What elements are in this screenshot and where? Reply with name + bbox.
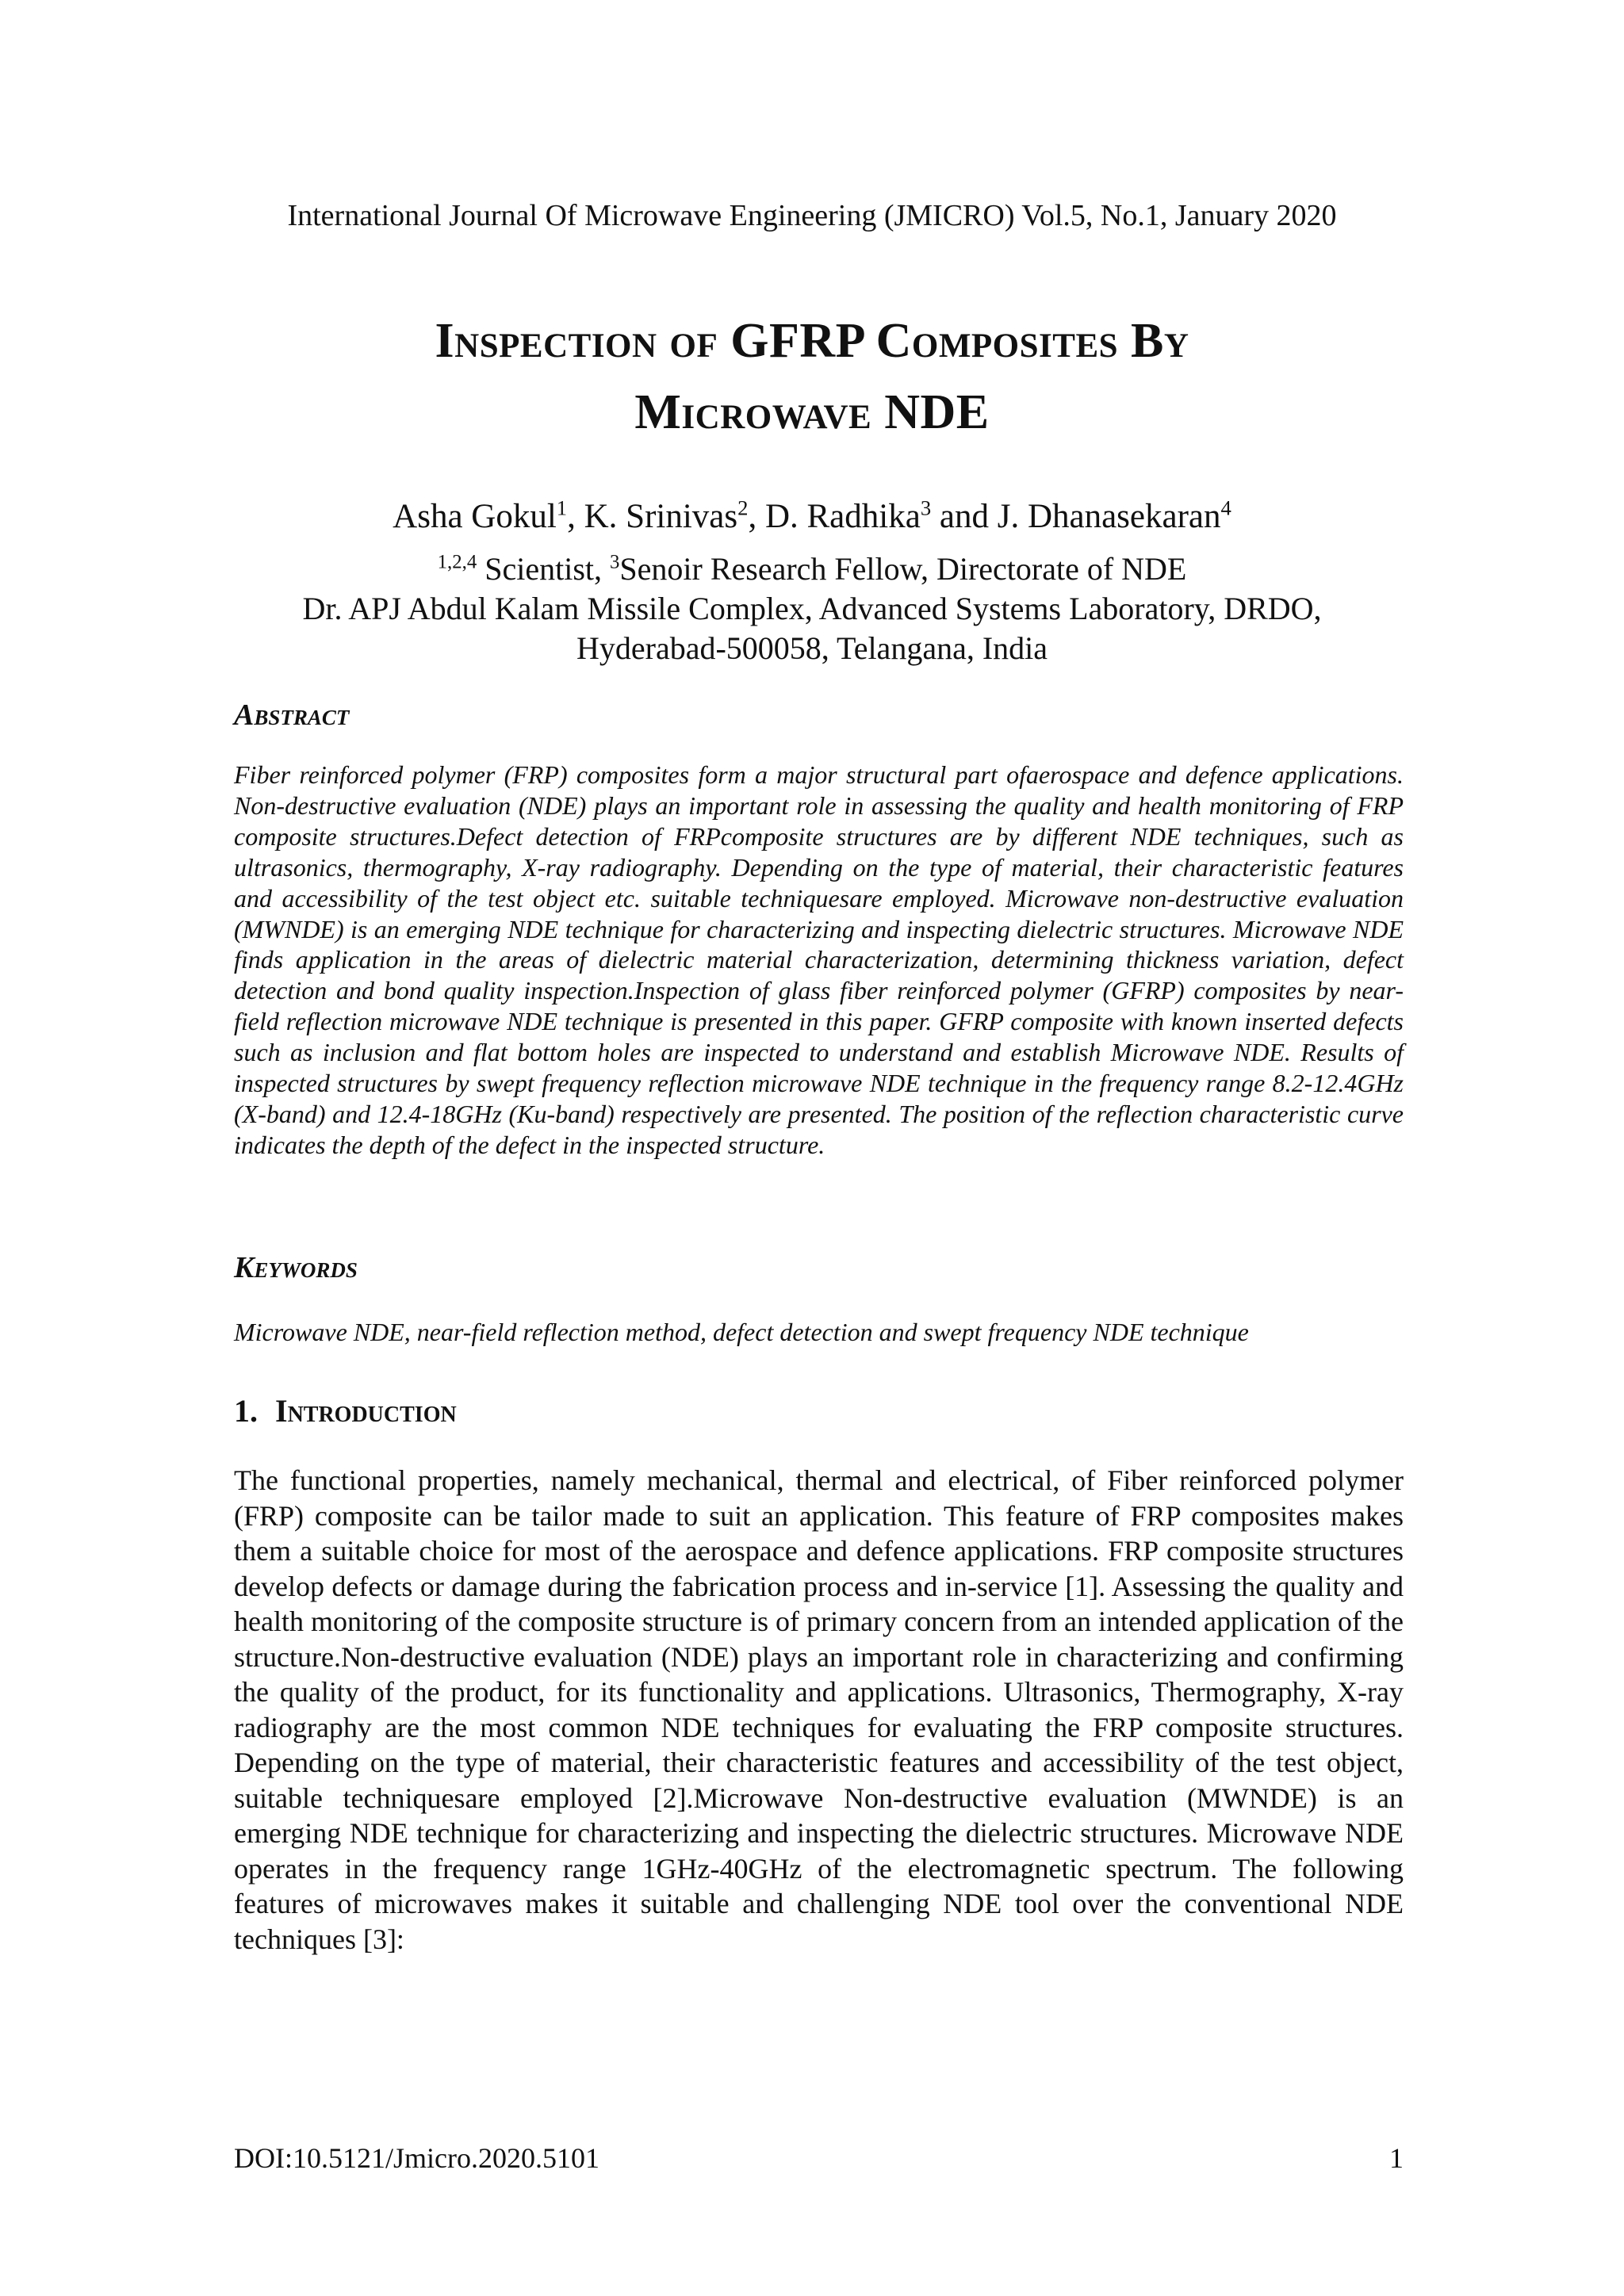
affiliation-superscript: 1,2,4	[437, 551, 477, 573]
affiliation-line-3: Hyderabad-500058, Telangana, India	[576, 630, 1048, 666]
author-superscript: 1	[556, 496, 568, 520]
author-superscript: 2	[737, 496, 749, 520]
affiliation-role: Senoir Research Fellow, Directorate of NDE	[619, 551, 1187, 587]
affiliation-superscript: 3	[610, 551, 620, 573]
abstract-text: Fiber reinforced polymer (FRP) composites form a major structural part ofaerospace and defence applications. Non-destructive evaluation (NDE) plays an important role in assessing the quality and health monitoring of FRP composite structures.Defect detection of FRPcomposite structures are by different NDE techniques, such as ultrasonics, thermography, X-ray radiography. Depending on the type of material, their characteristic features and accessibility of the test object etc. suitable techniquesare employed. Microwave non-destructive evaluation (MWNDE) is an emerging NDE technique for characterizing and inspecting dielectric structures. Microwave NDE finds application in the areas of dielectric material characterization, determining thickness variation, defect detection and bond quality inspection.Inspection of glass fiber reinforced polymer (GFRP) composites by near-field reflection microwave NDE technique is presented in this paper. GFRP composite with known inserted defects such as inclusion and flat bottom holes are inspected to understand and establish Microwave NDE. Results of inspected structures by swept frequency reflection microwave NDE technique in the frequency range 8.2-12.4GHz (X-band) and 12.4-18GHz (Ku-band) respectively are presented. The position of the reflection characteristic curve indicates the depth of the defect in the inspected structure.	[234, 760, 1404, 1159]
author-superscript: 3	[920, 496, 932, 520]
author-name: , D. Radhika	[748, 498, 921, 535]
introduction-heading	[234, 1391, 474, 1431]
journal-header: International Journal Of Microwave Engineering (JMICRO) Vol.5, No.1, January 2020	[287, 199, 1337, 232]
author-name: and J. Dhanasekaran	[931, 498, 1221, 535]
title-line-2: Microwave NDE	[634, 385, 990, 439]
affiliation-line-1	[0, 549, 1624, 589]
introduction-text: The functional properties, namely mechanical, thermal and electrical, of Fiber reinforced polymer (FRP) composite can be tailor made to suit an application. This feature of FRP composites makes them a suitable choice for most of the aerospace and defence applications. FRP composite structures develop defects or damage during the fabrication process and in-service [1]. Assessing the quality and health monitoring of the composite structure is of primary concern from an intended application of the structure.Non-destructive evaluation (NDE) plays an important role in characterizing and confirming the quality of the product, for its functionality and applications. Ultrasonics, Thermography, X-ray radiography are the most common NDE techniques for evaluating the FRP composite structures. Depending on the type of material, their characteristic features and accessibility of the test object, suitable techniquesare employed [2].Microwave Non-destructive evaluation (MWNDE) is an emerging NDE technique for characterizing and inspecting the dielectric structures. Microwave NDE operates in the frequency range 1GHz-40GHz of the electromagnetic spectrum. The following features of microwaves makes it suitable and challenging NDE tool over the conventional NDE techniques [3]:	[234, 1464, 1404, 1955]
author-name: Asha Gokul	[393, 498, 557, 535]
paper-title	[0, 305, 1624, 448]
abstract-heading: Abstract	[234, 698, 350, 732]
footer-doi: DOI:10.5121/Jmicro.2020.5101	[234, 2142, 599, 2174]
affiliation-line-2: Dr. APJ Abdul Kalam Missile Complex, Advanced Systems Laboratory, DRDO,	[302, 591, 1322, 626]
author-superscript: 4	[1220, 496, 1231, 520]
title-line-1: Inspection of GFRP Composites By	[435, 314, 1189, 368]
affiliation-block	[0, 535, 1624, 668]
affiliation-role: Scientist,	[477, 551, 610, 587]
keywords-heading: Keywords	[234, 1251, 358, 1284]
author-name: , K. Srinivas	[567, 498, 738, 535]
keywords-text: Microwave NDE, near-field reflection method, defect detection and swept frequency NDE technique	[234, 1318, 1249, 1346]
section-title: Introduction	[275, 1393, 457, 1429]
author-list	[0, 496, 1624, 538]
page-number: 1	[1389, 2142, 1404, 2174]
section-number: 1.	[234, 1393, 258, 1429]
